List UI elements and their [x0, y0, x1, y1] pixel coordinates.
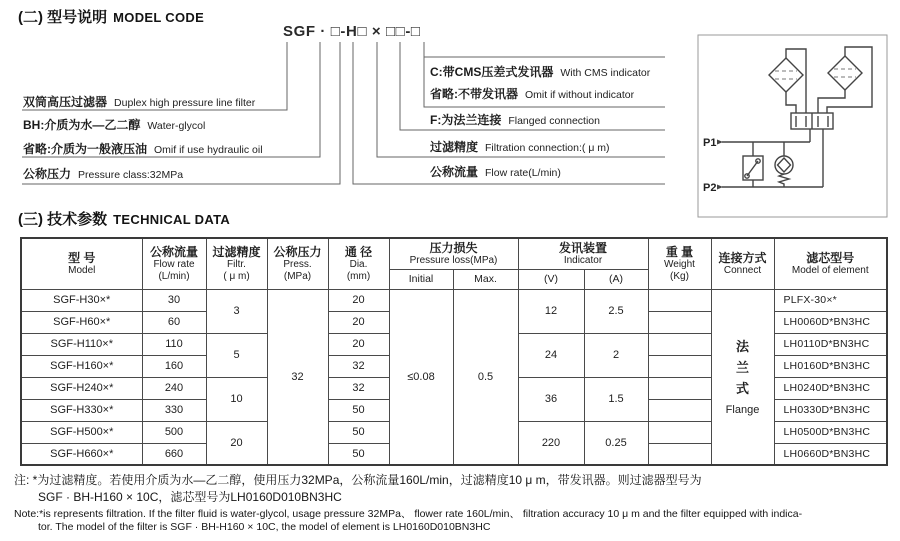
col-header-flow: 公称流量 Flow rate (L/min) [142, 238, 206, 289]
note-en-line2: tor. The model of the filter is SGF · BH-H160 × 10C, the model of element is LH0160D010BN3HC [38, 521, 491, 533]
cell-model: SGF-H330×* [21, 399, 142, 421]
label-en: Pressure class:32MPa [78, 169, 184, 181]
cell-weight [648, 333, 711, 355]
label-medium-hydraulic-oil [23, 139, 263, 159]
cell-weight [648, 355, 711, 377]
cell-model: SGF-H30×* [21, 289, 142, 311]
label-medium-water-glycol [23, 115, 205, 135]
col-header-filtration: 过滤精度 Filtr. ( μ m) [206, 238, 267, 289]
label-zh: F:为法兰连接 [430, 113, 502, 127]
cell-filtration-group: 3 [206, 289, 267, 333]
technical-title-zh: (三) 技术参数 [18, 211, 108, 228]
label-en: Duplex high pressure line filter [114, 97, 256, 109]
cell-indicator-a: 0.25 [584, 421, 648, 465]
subheader-amp: (A) [584, 269, 648, 289]
col-header-connect: 连接方式 Connect [711, 238, 774, 289]
label-duplex-filter [23, 92, 255, 112]
cell-model: SGF-H660×* [21, 443, 142, 465]
label-zh: C:带CMS压差式发讯器 [430, 65, 554, 79]
cell-weight [648, 399, 711, 421]
col-header-pressure-loss: 压力损失 Pressure loss(MPa) [389, 238, 518, 269]
subheader-max: Max. [453, 269, 518, 289]
subheader-volt: (V) [518, 269, 584, 289]
cell-flow: 110 [142, 333, 206, 355]
note-en-line1: Note:*is represents filtration. If the filter fluid is water-glycol, usage pressure 32MPa、 flower rate 160L/min、 filtration accuracy 10 μ m and the filter equipped with indica- [14, 508, 803, 520]
label-no-indicator [430, 84, 634, 104]
label-zh: 省略:介质为一般液压油 [23, 142, 147, 156]
model-code-title-zh: (二) 型号说明 [18, 9, 108, 26]
cell-diameter: 32 [328, 355, 389, 377]
technical-data-section-title [18, 208, 230, 229]
cell-indicator-v: 12 [518, 289, 584, 333]
cell-element: PLFX-30×* [774, 289, 887, 311]
model-code-section-title [18, 6, 204, 27]
cell-model: SGF-H500×* [21, 421, 142, 443]
col-header-indicator: 发讯装置 Indicator [518, 238, 648, 269]
cell-element: LH0160D*BN3HC [774, 355, 887, 377]
cell-diameter: 32 [328, 377, 389, 399]
table-row [21, 289, 887, 311]
cell-model: SGF-H60×* [21, 311, 142, 333]
cell-filtration-group: 20 [206, 421, 267, 465]
port-label-p1: P1 [703, 137, 717, 149]
cell-weight [648, 289, 711, 311]
cell-indicator-v: 24 [518, 333, 584, 377]
cell-element: LH0660D*BN3HC [774, 443, 887, 465]
cell-flow: 30 [142, 289, 206, 311]
cell-diameter: 50 [328, 399, 389, 421]
col-header-model: 型 号 Model [21, 238, 142, 289]
cell-diameter: 20 [328, 289, 389, 311]
cell-indicator-a: 2 [584, 333, 648, 377]
cell-diameter: 20 [328, 311, 389, 333]
cell-diameter: 50 [328, 443, 389, 465]
technical-title-en: TECHNICAL DATA [113, 212, 231, 227]
cell-flow: 500 [142, 421, 206, 443]
cell-model: SGF-H160×* [21, 355, 142, 377]
label-en: Flanged connection [508, 115, 600, 127]
col-header-diameter: 通 径 Dia. (mm) [328, 238, 389, 289]
note-zh-line1: 注: *为过滤精度。若使用介质为水—乙二醇，使用压力32MPa，公称流量160L/min，过滤精度10 μ m，带发讯器。则过滤器型号为 [14, 473, 702, 487]
note-zh-line2: SGF · BH-H160 × 10C，滤芯型号为LH0160D010BN3HC [38, 490, 342, 504]
cell-element: LH0110D*BN3HC [774, 333, 887, 355]
model-code-title-en: MODEL CODE [113, 10, 205, 25]
label-filtration-precision [430, 137, 610, 157]
cell-model: SGF-H110×* [21, 333, 142, 355]
model-code-string: SGF · □-H□ × □□-□ [283, 23, 421, 40]
cell-diameter: 20 [328, 333, 389, 355]
cell-flow: 660 [142, 443, 206, 465]
label-pressure-class [23, 164, 183, 184]
col-header-element: 滤芯型号 Model of element [774, 238, 887, 289]
cell-element: LH0240D*BN3HC [774, 377, 887, 399]
cell-indicator-v: 36 [518, 377, 584, 421]
technical-data-table [20, 237, 888, 466]
hydraulic-circuit-diagram [695, 28, 890, 220]
subheader-initial: Initial [389, 269, 453, 289]
label-en: With CMS indicator [560, 67, 651, 79]
cell-flow: 160 [142, 355, 206, 377]
cell-weight [648, 311, 711, 333]
label-zh: 双筒高压过滤器 [23, 95, 108, 109]
label-zh: 公称压力 [23, 167, 72, 181]
col-header-pressure: 公称压力 Press. (MPa) [267, 238, 328, 289]
cell-indicator-a: 2.5 [584, 289, 648, 333]
cell-indicator-a: 1.5 [584, 377, 648, 421]
label-zh: 过滤精度 [430, 140, 479, 154]
cell-flow: 330 [142, 399, 206, 421]
cell-diameter: 50 [328, 421, 389, 443]
label-en: Omit if without indicator [525, 89, 635, 101]
cell-loss-initial: ≤0.08 [389, 289, 453, 465]
cell-weight [648, 377, 711, 399]
label-zh: 省略:不带发讯器 [430, 87, 518, 101]
label-en: Filtration connection:( μ m) [485, 142, 610, 154]
cell-filtration-group: 5 [206, 333, 267, 377]
col-header-weight: 重 量 Weight (Kg) [648, 238, 711, 289]
cell-weight [648, 443, 711, 465]
cell-connect: 法 兰 式 Flange [711, 289, 774, 465]
cell-indicator-v: 220 [518, 421, 584, 465]
label-en: Flow rate(L/min) [485, 167, 561, 179]
label-zh: 公称流量 [430, 165, 479, 179]
label-cms-indicator [430, 62, 650, 82]
cell-loss-max: 0.5 [453, 289, 518, 465]
cell-model: SGF-H240×* [21, 377, 142, 399]
cell-element: LH0060D*BN3HC [774, 311, 887, 333]
cell-filtration-group: 10 [206, 377, 267, 421]
cell-element: LH0500D*BN3HC [774, 421, 887, 443]
cell-element: LH0330D*BN3HC [774, 399, 887, 421]
port-label-p2: P2 [703, 182, 717, 194]
label-en: Omif if use hydraulic oil [154, 144, 263, 156]
label-zh: BH:介质为水—乙二醇 [23, 118, 141, 132]
cell-pressure-all: 32 [267, 289, 328, 465]
cell-flow: 240 [142, 377, 206, 399]
label-flow-rate [430, 162, 561, 182]
cell-flow: 60 [142, 311, 206, 333]
label-flanged-connection [430, 110, 600, 130]
cell-weight [648, 421, 711, 443]
label-en: Water-glycol [147, 120, 206, 132]
